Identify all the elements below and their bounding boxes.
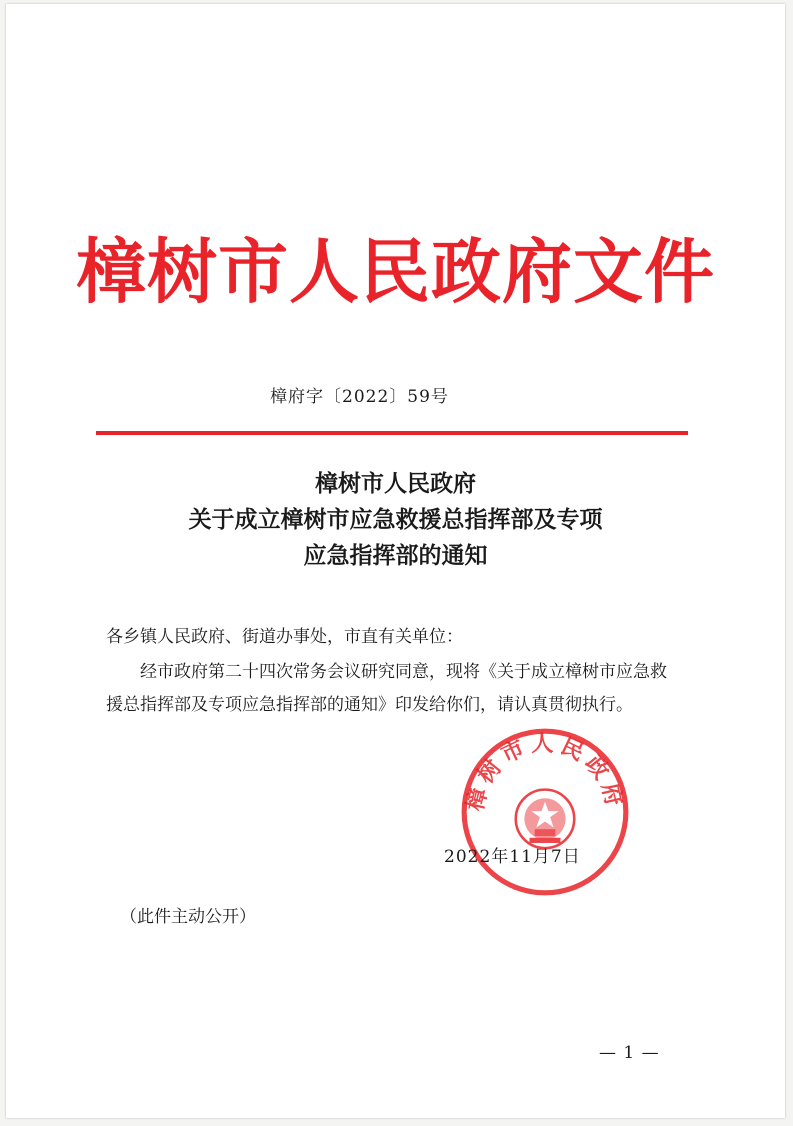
issue-date: 2022年11月7日	[444, 847, 581, 867]
document-page	[6, 4, 785, 1118]
notice-title-line-3: 应急指挥部的通知	[303, 542, 488, 569]
seal-text: 樟树市人民政府	[462, 731, 628, 814]
addressee: 各乡镇人民政府、街道办事处，市直有关单位：	[106, 627, 463, 647]
document-number: 樟府字〔2022〕59号	[270, 387, 449, 407]
disclosure-note: （此件主动公开）	[120, 907, 256, 927]
red-divider-line	[96, 431, 688, 435]
document-header-title: 樟树市人民政府文件	[76, 230, 715, 313]
notice-title-line-2: 关于成立樟树市应急救援总指挥部及专项	[188, 506, 603, 533]
national-emblem-icon	[516, 790, 574, 848]
notice-title	[6, 466, 785, 574]
page-number: — 1 —	[599, 1043, 660, 1063]
notice-title-line-1: 樟树市人民政府	[315, 470, 476, 497]
official-seal-icon	[459, 726, 631, 898]
body-paragraph: 经市政府第二十四次常务会议研究同意，现将《关于成立樟树市应急救援总指挥部及专项应急指挥部的通知》印发给你们，请认真贯彻执行。	[106, 662, 667, 715]
